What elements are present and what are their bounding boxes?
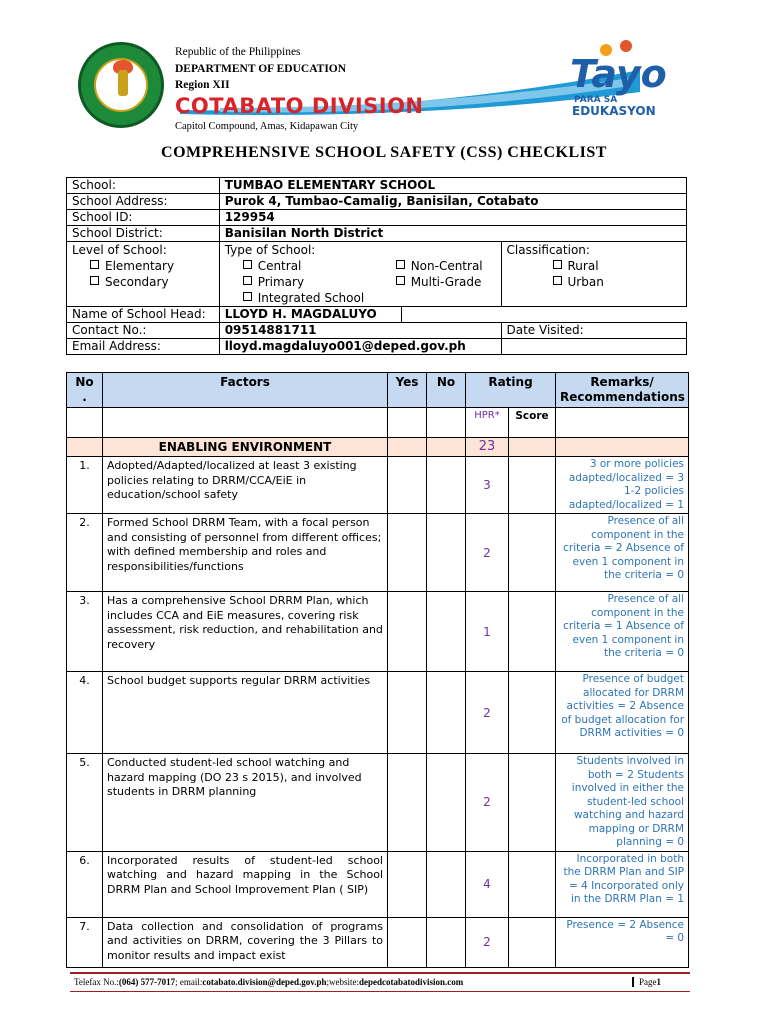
table-row (67, 851, 689, 917)
row-hpr: 2 (466, 514, 509, 592)
row-yes-cell[interactable] (388, 592, 427, 672)
score-header: Score (509, 408, 556, 438)
type-label: Type of School: (224, 243, 316, 257)
footer-rule-bottom (70, 991, 690, 992)
row-no-cell[interactable] (427, 917, 466, 967)
contact-label: Contact No.: (67, 323, 220, 339)
table-row (67, 917, 689, 967)
checkbox-elementary[interactable] (90, 260, 99, 269)
checkbox-urban[interactable] (553, 276, 562, 285)
type-opt: Central (257, 259, 302, 273)
col-header-no: No . (67, 373, 103, 408)
tayo-sub1: PARA SA (574, 95, 618, 105)
checkbox-rural[interactable] (553, 260, 562, 269)
division-title: COTABATO DIVISION (175, 94, 424, 118)
school-value: TUMBAO ELEMENTARY SCHOOL (219, 178, 686, 194)
email-value: lloyd.magdaluyo001@deped.gov.ph (219, 339, 501, 355)
type-cell (219, 242, 501, 307)
section-total: 23 (466, 438, 509, 457)
district-label: School District: (67, 226, 220, 242)
row-hpr: 2 (466, 917, 509, 967)
row-no-cell[interactable] (427, 514, 466, 592)
row-remarks: Incorporated in both the DRRM Plan and SIP = 4 Incorporated only in the DRRM Plan = 1 (556, 851, 689, 917)
class-opt: Rural (567, 259, 599, 273)
row-yes-cell[interactable] (388, 754, 427, 852)
row-hpr: 1 (466, 592, 509, 672)
contact-value: 09514881711 (219, 323, 501, 339)
type-opt: Integrated School (257, 291, 365, 305)
tayo-sub2: EDUKASYON (572, 104, 656, 118)
row-score-cell[interactable] (509, 457, 556, 514)
row-remarks: Presence of budget allocated for DRRM activities = 2 Absence of budget allocation for DRRM activities = 0 (556, 672, 689, 754)
row-remarks: Presence of all component in the criteria = 2 Absence of even 1 component in the criteria = 0 (556, 514, 689, 592)
checkbox-non-central[interactable] (396, 260, 405, 269)
fax-label: Telefax No.: (74, 977, 119, 987)
section-enabling-environment: ENABLING ENVIRONMENT (103, 438, 388, 457)
tayo-logo (570, 44, 700, 120)
page-title: COMPREHENSIVE SCHOOL SAFETY (CSS) CHECKLIST (161, 144, 607, 161)
row-score-cell[interactable] (509, 851, 556, 917)
row-no-cell[interactable] (427, 592, 466, 672)
row-remarks: Presence of all component in the criteria = 1 Absence of even 1 component in the criteria = 0 (556, 592, 689, 672)
row-number: 1. (67, 457, 103, 514)
row-factor: Adopted/Adapted/localized at least 3 existing policies relating to DRRM/CCA/EiE in education/school safety (103, 457, 388, 514)
row-yes-cell[interactable] (388, 457, 427, 514)
row-factor: Incorporated results of student-led school watching and hazard mapping in the School DRRM Plan and School Improvement Plan ( SIP) (103, 851, 388, 917)
page-number (632, 977, 661, 987)
email-label: Email Address: (67, 339, 220, 355)
level-opt: Secondary (105, 275, 169, 289)
head-label: Name of School Head: (67, 307, 220, 323)
row-hpr: 3 (466, 457, 509, 514)
col-header-remarks: Remarks/ Recommendations (556, 373, 689, 408)
row-factor: Has a comprehensive School DRRM Plan, which includes CCA and EiE measures, covering risk assessment, risk reduction, and rehabilitation and recovery (103, 592, 388, 672)
row-remarks: 3 or more policies adapted/localized = 3 1-2 policies adapted/localized = 1 (556, 457, 689, 514)
row-number: 3. (67, 592, 103, 672)
footer-contact (74, 977, 463, 987)
school-info-table (66, 177, 687, 355)
class-opt: Urban (567, 275, 604, 289)
class-cell (501, 242, 687, 307)
checkbox-secondary[interactable] (90, 276, 99, 285)
col-header-factors: Factors (103, 373, 388, 408)
row-score-cell[interactable] (509, 754, 556, 852)
col-header-yes: Yes (388, 373, 427, 408)
id-value: 129954 (219, 210, 686, 226)
css-checklist-table (66, 372, 689, 968)
checkbox-primary[interactable] (243, 276, 252, 285)
footer-rule (70, 972, 690, 974)
row-hpr: 2 (466, 754, 509, 852)
row-remarks: Presence = 2 Absence = 0 (556, 917, 689, 967)
email-label: ; email: (175, 977, 203, 987)
page-value: 1 (656, 977, 661, 987)
row-factor: School budget supports regular DRRM activities (103, 672, 388, 754)
level-opt: Elementary (105, 259, 175, 273)
col-header-rating: Rating (466, 373, 556, 408)
department-line: DEPARTMENT OF EDUCATION (175, 63, 347, 75)
type-opt: Non-Central (410, 259, 483, 273)
table-row (67, 592, 689, 672)
row-no-cell[interactable] (427, 851, 466, 917)
row-factor: Conducted student-led school watching and hazard mapping (DO 23 s 2015), and involved students in DRRM planning (103, 754, 388, 852)
row-remarks: Students involved in both = 2 Students involved in either the student-led school watching and hazard mapping or DRRM planning = 0 (556, 754, 689, 852)
school-label: School: (67, 178, 220, 194)
region-line: Region XII (175, 79, 230, 91)
row-factor: Formed School DRRM Team, with a focal person and consisting of personnel from different offices; with defined membership and roles and responsibilities/functions (103, 514, 388, 592)
tayo-word: Tayo (570, 52, 667, 96)
table-row (67, 754, 689, 852)
row-score-cell[interactable] (509, 917, 556, 967)
hpr-header: HPR* (466, 408, 509, 438)
id-label: School ID: (67, 210, 220, 226)
row-number: 4. (67, 672, 103, 754)
checkbox-central[interactable] (243, 260, 252, 269)
row-score-cell[interactable] (509, 514, 556, 592)
footer-website[interactable]: depedcotabatodivision.com (359, 977, 464, 987)
fax-value: (064) 577-7017 (118, 977, 176, 987)
checkbox-multi-grade[interactable] (396, 276, 405, 285)
type-opt: Primary (257, 275, 305, 289)
table-row (67, 514, 689, 592)
row-no-cell[interactable] (427, 672, 466, 754)
col-header-no-answer: No (427, 373, 466, 408)
type-opt: Multi-Grade (410, 275, 482, 289)
address-line: Capitol Compound, Amas, Kidapawan City (175, 121, 359, 132)
row-number: 2. (67, 514, 103, 592)
web-label: ;website: (326, 977, 360, 987)
row-score-cell[interactable] (509, 672, 556, 754)
republic-line: Republic of the Philippines (175, 46, 301, 58)
row-factor: Data collection and consolidation of programs and activities on DRRM, covering the 3 Pillars to monitor results and impact exist (103, 917, 388, 967)
row-hpr: 4 (466, 851, 509, 917)
address-value: Purok 4, Tumbao-Camalig, Banisilan, Cotabato (219, 194, 686, 210)
deped-seal (78, 42, 164, 128)
page-label: Page (639, 977, 657, 987)
row-hpr: 2 (466, 672, 509, 754)
row-no-cell[interactable] (427, 754, 466, 852)
class-label: Classification: (506, 243, 590, 257)
row-score-cell[interactable] (509, 592, 556, 672)
row-yes-cell[interactable] (388, 851, 427, 917)
head-value: LLOYD H. MAGDALUYO (219, 307, 401, 323)
row-no-cell[interactable] (427, 457, 466, 514)
row-number: 7. (67, 917, 103, 967)
row-yes-cell[interactable] (388, 672, 427, 754)
date-visited-label: Date Visited: (501, 323, 687, 339)
address-label: School Address: (67, 194, 220, 210)
footer-email[interactable]: cotabato.division@deped.gov.ph (202, 977, 327, 987)
table-row (67, 672, 689, 754)
checkbox-integrated[interactable] (243, 292, 252, 301)
row-yes-cell[interactable] (388, 917, 427, 967)
row-yes-cell[interactable] (388, 514, 427, 592)
table-row (67, 457, 689, 514)
row-number: 5. (67, 754, 103, 852)
row-number: 6. (67, 851, 103, 917)
district-value: Banisilan North District (219, 226, 686, 242)
level-label: Level of School: (72, 243, 167, 257)
level-cell (67, 242, 220, 307)
